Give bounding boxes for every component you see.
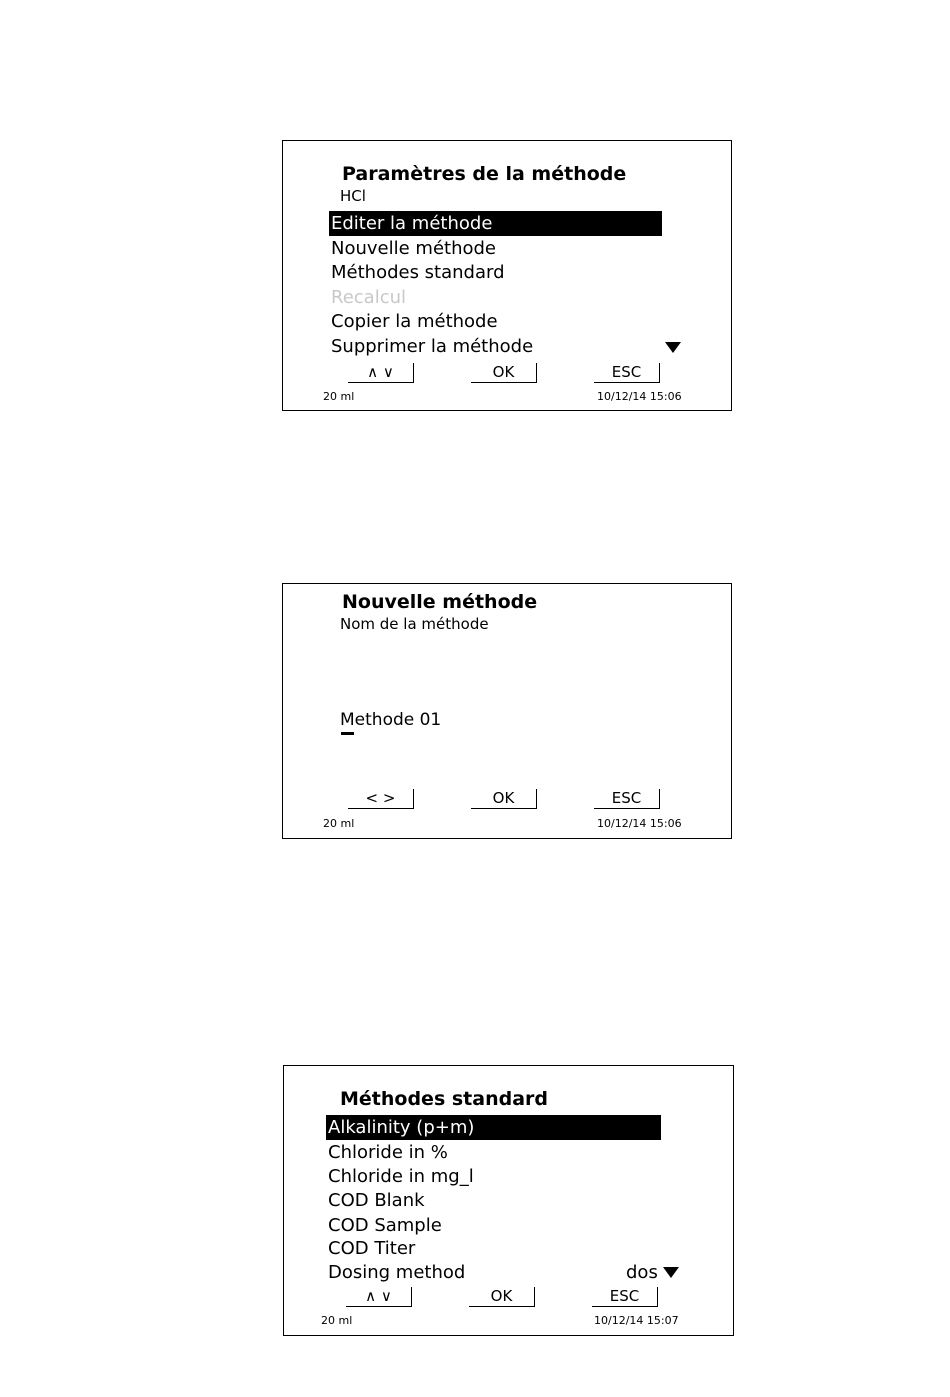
- page-title: Nouvelle méthode: [342, 591, 538, 613]
- method-name-label: HCl: [340, 187, 366, 205]
- volume-status: 20 ml: [323, 817, 355, 830]
- datetime-status: 10/12/14 15:06: [597, 817, 682, 830]
- standard-method-item[interactable]: COD Titer: [328, 1238, 416, 1259]
- new-method-screen: [282, 583, 732, 839]
- standard-methods-screen: [283, 1065, 734, 1336]
- esc-button[interactable]: ESC: [592, 1287, 658, 1307]
- nav-up-down-button[interactable]: ∧ ∨: [346, 1287, 412, 1307]
- volume-status: 20 ml: [323, 390, 355, 403]
- datetime-status: 10/12/14 15:06: [597, 390, 682, 403]
- standard-method-item[interactable]: Dosing method: [328, 1262, 466, 1283]
- method-name-field[interactable]: Methode 01: [340, 710, 442, 730]
- standard-method-item[interactable]: COD Sample: [328, 1215, 442, 1236]
- esc-button[interactable]: ESC: [594, 789, 660, 809]
- esc-button[interactable]: ESC: [594, 363, 660, 383]
- scroll-down-triangle-icon: [665, 342, 681, 353]
- menu-item-new-method[interactable]: Nouvelle méthode: [331, 238, 496, 259]
- ok-button[interactable]: OK: [471, 363, 537, 383]
- menu-item-delete-method[interactable]: Supprimer la méthode: [331, 336, 534, 357]
- scroll-down-triangle-icon: [663, 1267, 679, 1278]
- nav-up-down-button[interactable]: ∧ ∨: [348, 363, 414, 383]
- standard-method-item[interactable]: COD Blank: [328, 1190, 425, 1211]
- method-type-label: dos: [626, 1262, 658, 1283]
- standard-method-item[interactable]: Alkalinity (p+m): [326, 1115, 661, 1140]
- nav-left-right-button[interactable]: < >: [348, 789, 414, 809]
- text-cursor: [341, 732, 354, 735]
- method-name-prompt: Nom de la méthode: [340, 615, 489, 633]
- volume-status: 20 ml: [321, 1314, 353, 1327]
- menu-item-edit-method[interactable]: Editer la méthode: [329, 211, 662, 236]
- page-title: Paramètres de la méthode: [342, 163, 627, 185]
- standard-method-item[interactable]: Chloride in %: [328, 1142, 448, 1163]
- menu-item-copy-method[interactable]: Copier la méthode: [331, 311, 498, 332]
- menu-item-recalc: Recalcul: [331, 287, 407, 308]
- ok-button[interactable]: OK: [469, 1287, 535, 1307]
- ok-button[interactable]: OK: [471, 789, 537, 809]
- menu-item-standard-methods[interactable]: Méthodes standard: [331, 262, 505, 283]
- standard-method-item[interactable]: Chloride in mg_l: [328, 1166, 474, 1187]
- method-parameters-screen: [282, 140, 732, 411]
- page-title: Méthodes standard: [340, 1088, 548, 1110]
- datetime-status: 10/12/14 15:07: [594, 1314, 679, 1327]
